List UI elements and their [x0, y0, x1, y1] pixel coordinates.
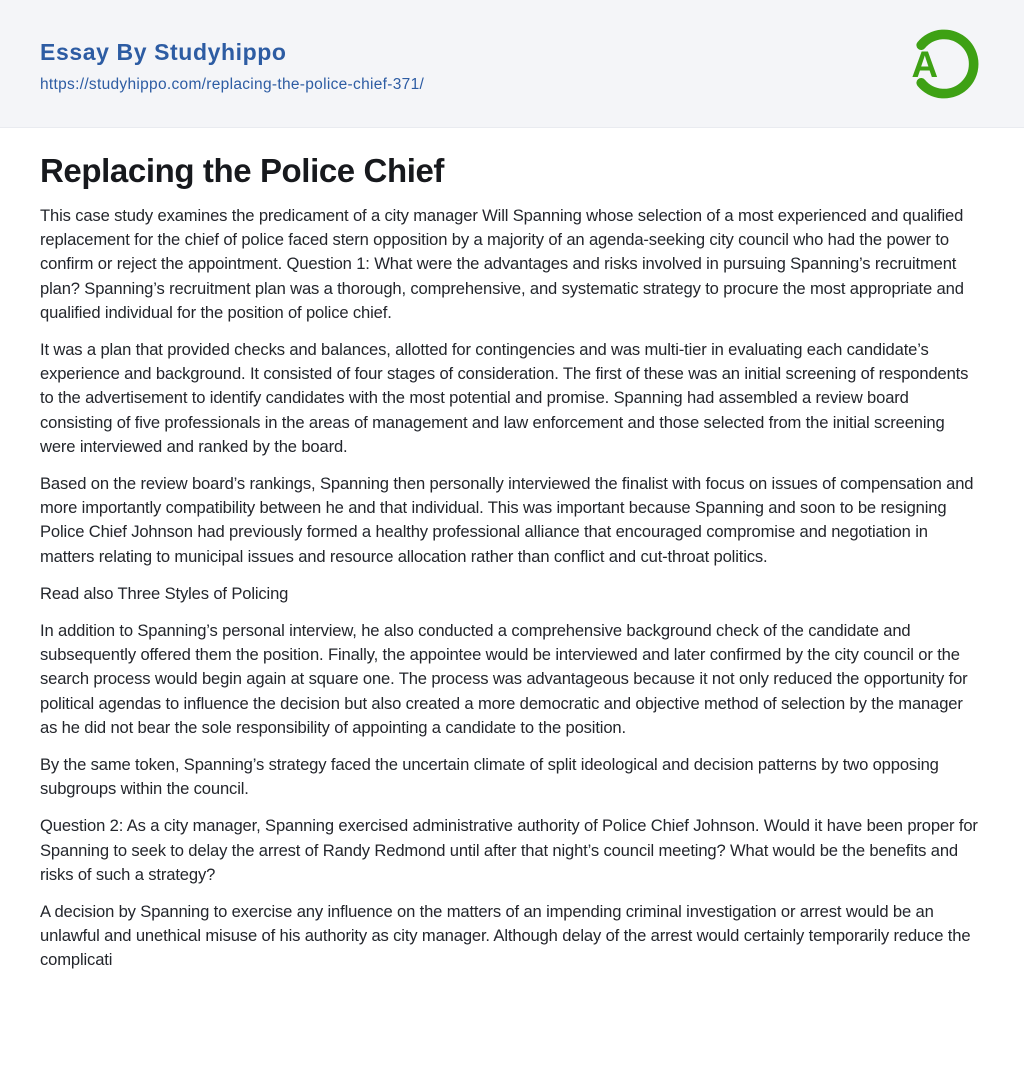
studyhippo-logo: [904, 21, 984, 107]
page-header: [0, 0, 1024, 128]
source-url-link[interactable]: https://studyhippo.com/replacing-the-police-chief-371/: [40, 76, 425, 93]
essay-paragraph: It was a plan that provided checks and balances, allotted for contingencies and was multi-tier in evaluating each candidate’s experience and background. It consisted of four stages of consideration. The first of these was an initial screening of respondents to the advertisement to identify candidates with the most potential and promise. Spanning had assembled a review board consisting of five professionals in the areas of management and law enforcement and those selected from the initial screening were interviewed and ranked by the board.: [40, 340, 969, 456]
essay-paragraph: Question 2: As a city manager, Spanning exercised administrative authority of Police Chief Johnson. Would it have been proper for Spanning to seek to delay the arrest of Randy Redmond until after that night’s council meeting? What would be the benefits and risks of such a strategy?: [40, 816, 978, 884]
header-text-block: [40, 33, 424, 94]
essay-paragraph: This case study examines the predicament of a city manager Will Spanning whose selection of a most experienced and qualified replacement for the chief of police faced stern opposition by a majority of an agenda-seeking city council who had the power to confirm or reject the appointment. Question 1: What were the advantages and risks involved in pursuing Spanning’s recruitment plan? Spanning’s recruitment plan was a thorough, comprehensive, and systematic strategy to procure the most appropriate and qualified individual for the position of police chief.: [40, 206, 964, 322]
essay-paragraph: By the same token, Spanning’s strategy faced the uncertain climate of split ideological and decision patterns by two opposing subgroups within the council.: [40, 755, 939, 799]
essay-content: [0, 128, 1024, 973]
essay-title: Replacing the Police Chief: [40, 152, 445, 189]
read-also-link[interactable]: Read also Three Styles of Policing: [40, 583, 289, 603]
logo-ring-icon: [904, 21, 984, 107]
site-title: Essay By Studyhippo: [40, 39, 287, 65]
essay-paragraph: Based on the review board’s rankings, Spanning then personally interviewed the finalist with focus on issues of compensation and more importantly compatibility between he and that individual. This was important because Spanning and soon to be resigning Police Chief Johnson had previously formed a healthy professional alliance that encouraged compromise and negotiation in matters relating to municipal issues and resource allocation rather than conflict and cut-throat politics.: [40, 474, 974, 566]
essay-paragraph: In addition to Spanning’s personal interview, he also conducted a comprehensive background check of the candidate and subsequently offered them the position. Finally, the appointee would be interviewed and later confirmed by the city council or the search process would begin again at square one. The process was advantageous because it not only reduced the opportunity for political agendas to influence the decision but also created a more democratic and objective method of selection by the manager as he did not bear the sole responsibility of appointing a candidate to the position.: [40, 621, 968, 737]
logo-letter: A: [911, 43, 939, 85]
essay-paragraph: A decision by Spanning to exercise any influence on the matters of an impending criminal investigation or arrest would be an unlawful and unethical misuse of his authority as city manager. Although delay of the arrest would certainly temporarily reduce the complicati: [40, 902, 971, 970]
